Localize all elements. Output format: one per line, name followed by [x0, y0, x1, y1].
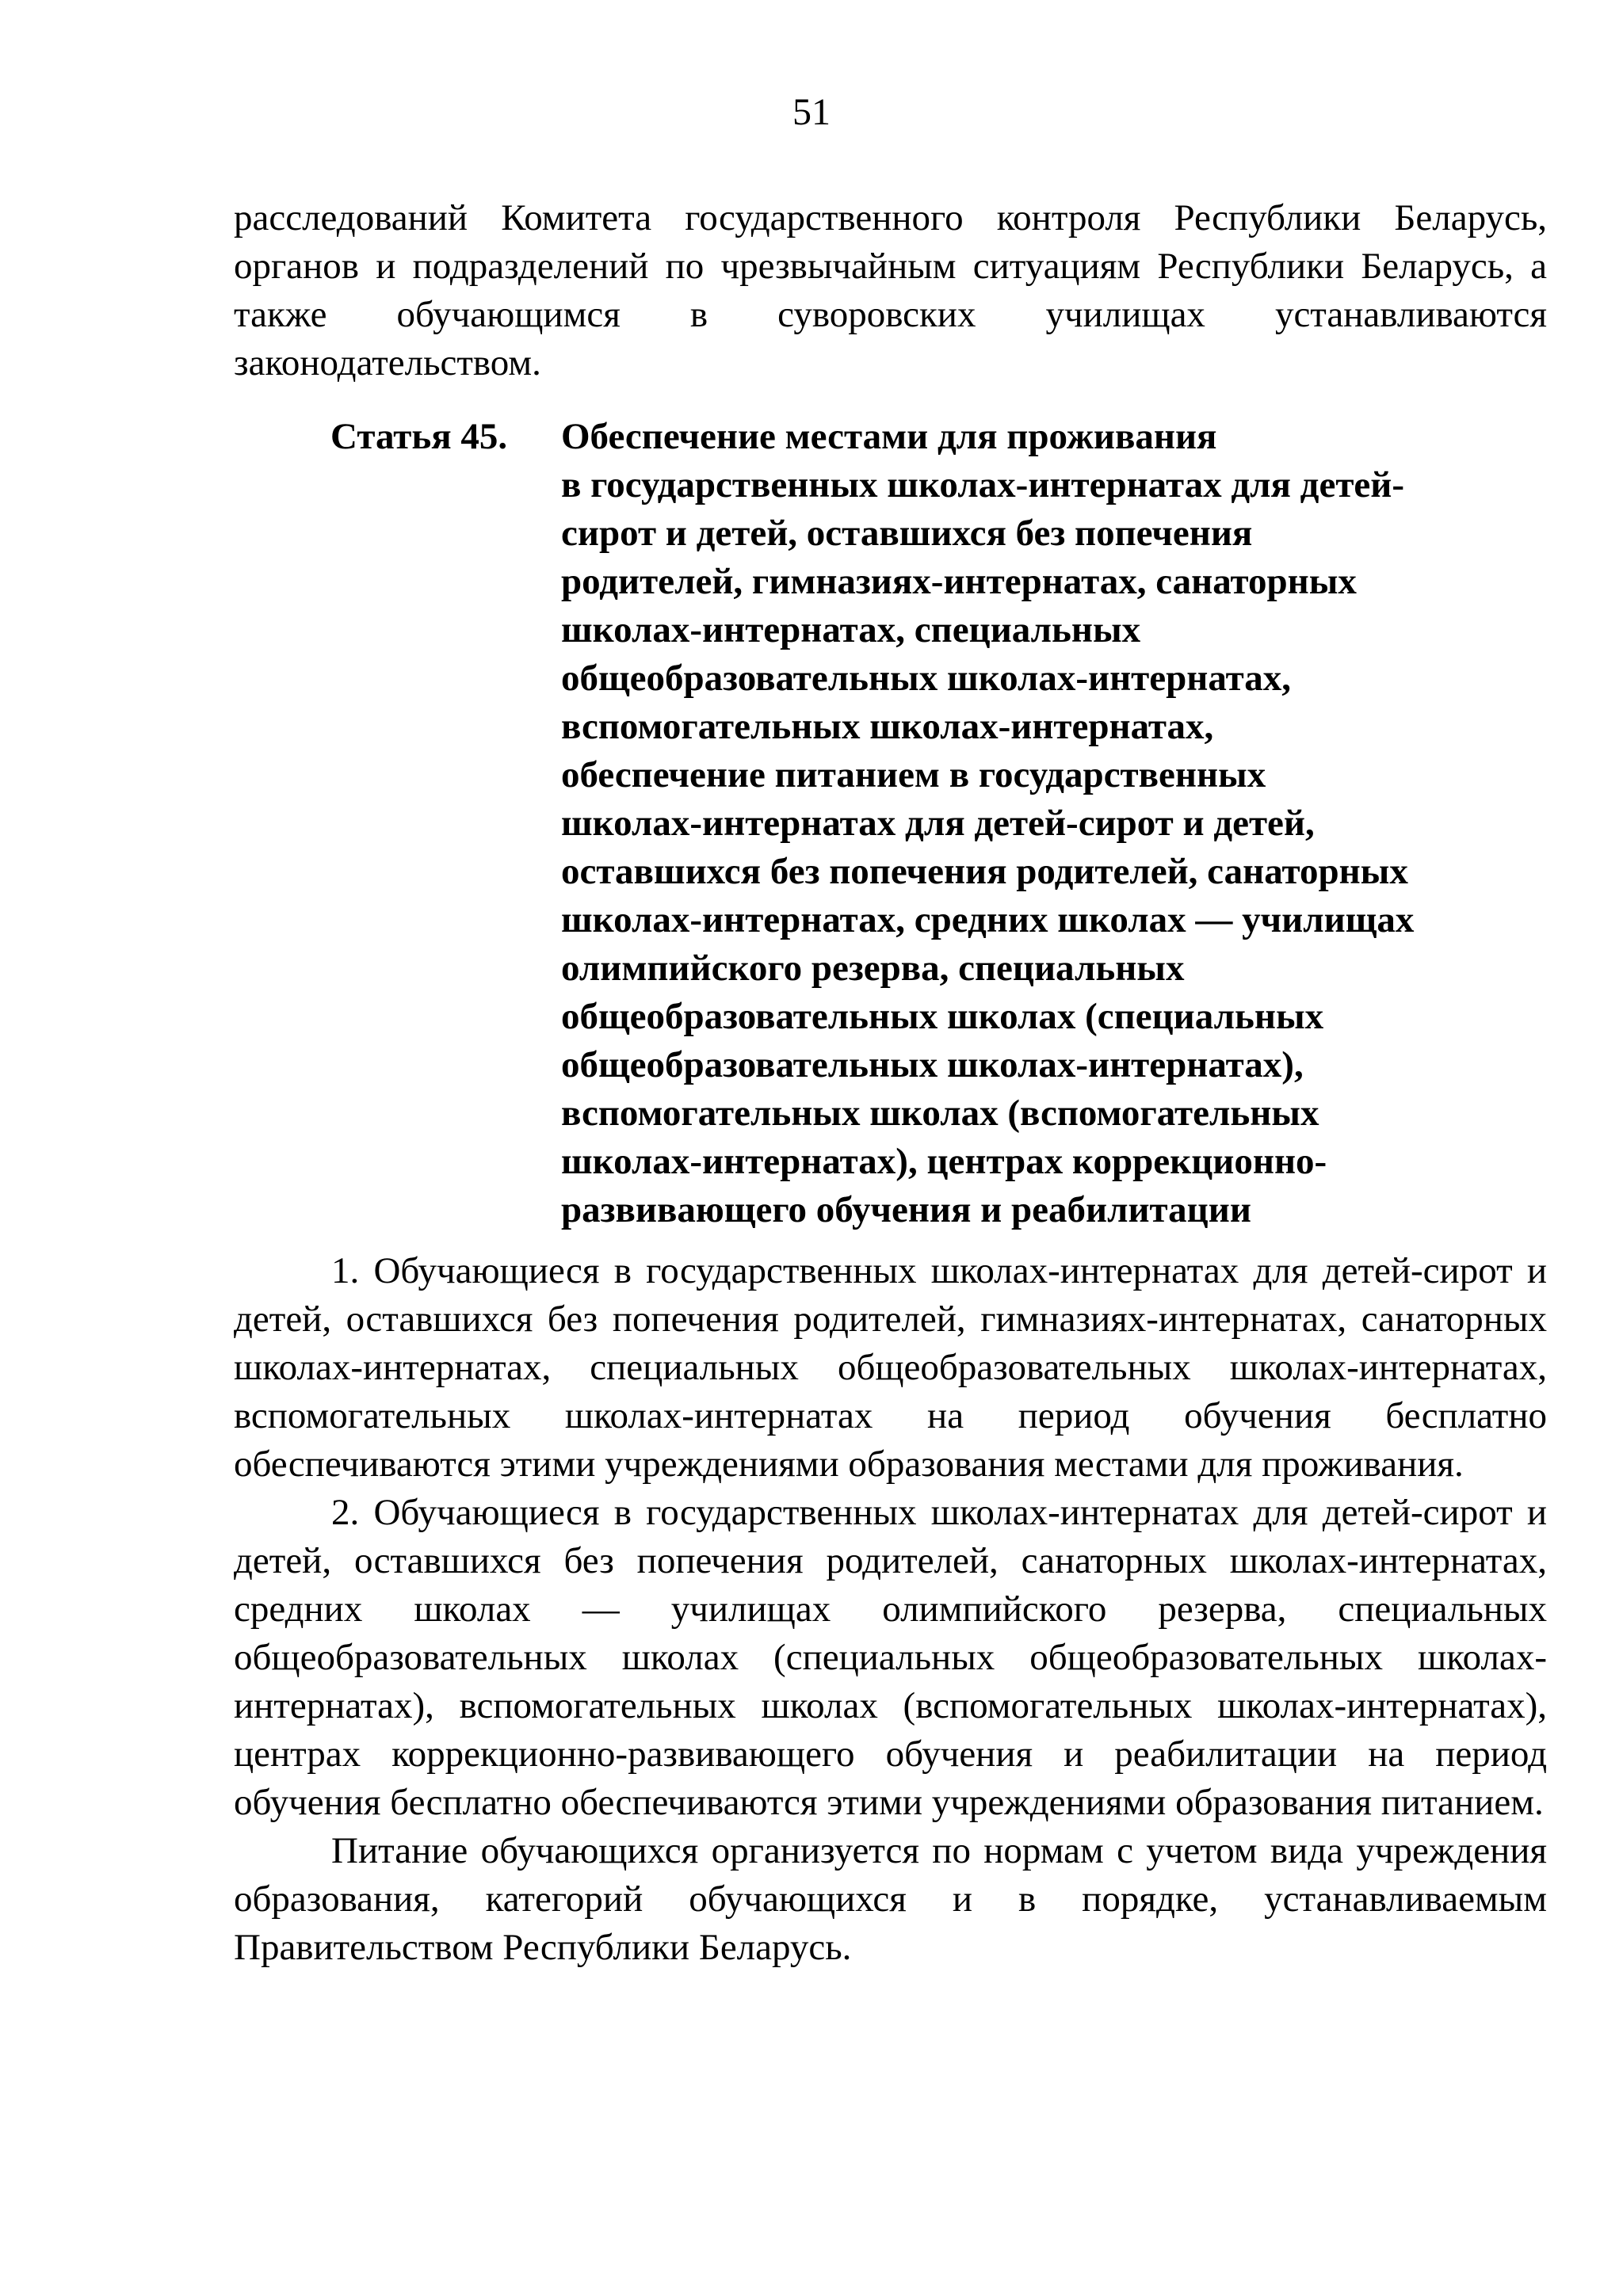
article-body [234, 1247, 1547, 1972]
article-title-line: вспомогательных школах-интернатах, [561, 706, 1214, 747]
article-title [561, 413, 1568, 1234]
article-title-line: общеобразовательных школах-интернатах, [561, 658, 1292, 699]
article-title-line: оставшихся без попечения родителей, санаторных [561, 851, 1408, 892]
article-title-line: вспомогательных школах (вспомогательных [561, 1093, 1319, 1134]
article-title-line: олимпийского резерва, специальных [561, 948, 1185, 989]
article-title-line: в государственных школах-интернатах для детей- [561, 464, 1404, 505]
article-title-line: общеобразовательных школах (специальных [561, 996, 1324, 1037]
paragraph-3: Питание обучающихся организуется по нормам с учетом вида учреждения образования, категорий обучающихся и в порядке, устанавливаемым Правительством Республики Беларусь. [234, 1830, 1547, 1968]
article-title-line: школах-интернатах, средних школах — училищах [561, 899, 1415, 940]
intro-paragraph: расследований Комитета государственного контроля Республики Беларусь, органов и подразделений по чрезвычайным ситуациям Республики Беларусь, а также обучающимся в суворовских училищах устанавливаются законодательством. [234, 197, 1547, 383]
paragraph-1: 1. Обучающиеся в государственных школах-интернатах для детей-сирот и детей, оставшихся без попечения родителей, гимназиях-интернатах, санаторных школах-интернатах, специальных общеобразовательных школах-интернатах, вспомогательных школах-интернатах на период обучения бесплатно обеспечиваются этими учреждениями образования местами для проживания. [234, 1250, 1547, 1485]
article-title-line: школах-интернатах), центрах коррекционно- [561, 1141, 1327, 1182]
article-title-line: общеобразовательных школах-интернатах), [561, 1044, 1304, 1085]
article-label: Статья 45. [330, 416, 508, 457]
article-title-line: родителей, гимназиях-интернатах, санаторных [561, 561, 1357, 602]
page-number: 51 [792, 91, 831, 133]
article-title-line: обеспечение питанием в государственных [561, 754, 1266, 795]
article-title-line: развивающего обучения и реабилитации [561, 1189, 1251, 1230]
article-title-line: Обеспечение местами для проживания [561, 416, 1217, 457]
article-title-line: школах-интернатах для детей-сирот и детей, [561, 803, 1315, 844]
paragraph-2: 2. Обучающиеся в государственных школах-интернатах для детей-сирот и детей, оставшихся без попечения родителей, санаторных школах-интернатах, средних школах — училищах олимпийского резерва, специальных общеобразовательных школах (специальных общеобразовательных школах-интернатах), вспомогательных школах (вспомогательных школах-интернатах), центрах коррекционно-развивающего обучения и реабилитации на период обучения бесплатно обеспечиваются этими учреждениями образования питанием. [234, 1492, 1547, 1823]
article-title-line: сирот и детей, оставшихся без попечения [561, 513, 1253, 554]
article-title-line: школах-интернатах, специальных [561, 609, 1141, 650]
